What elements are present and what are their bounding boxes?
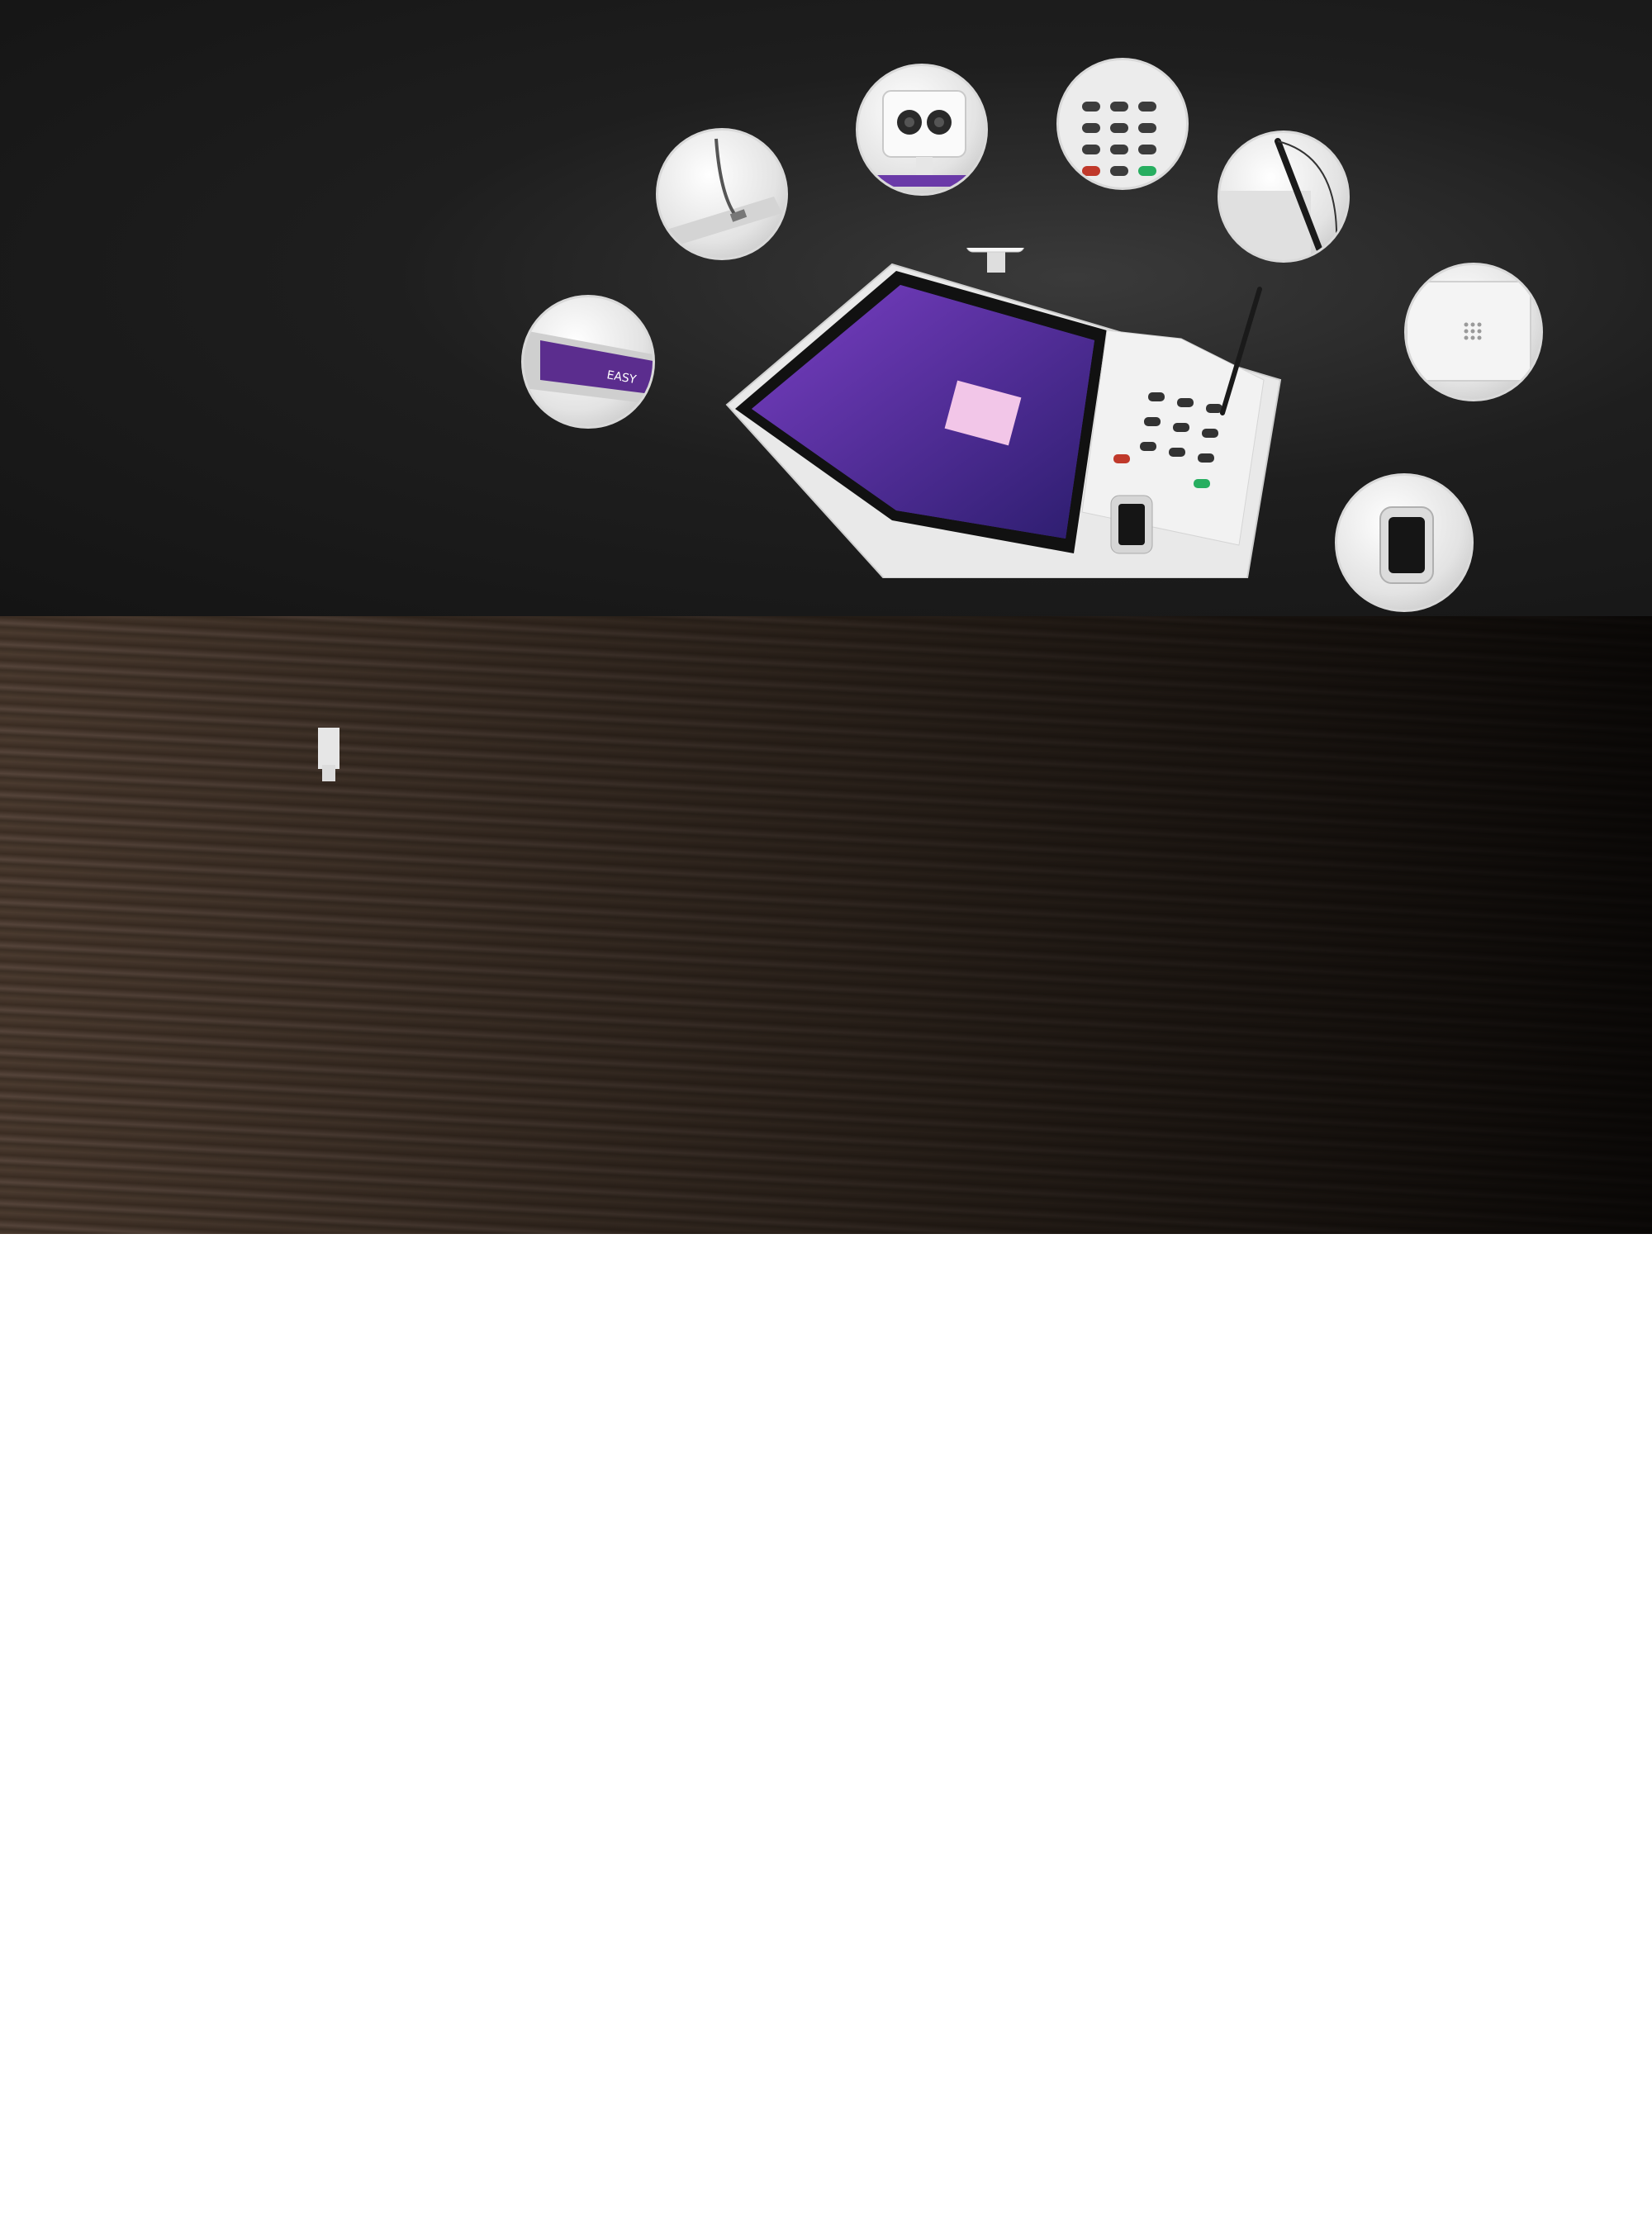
speaker-microphone-thumbnail [1404, 263, 1543, 401]
feature-item [162, 389, 492, 433]
capacitive-screen-thumbnail [521, 295, 655, 429]
signature-pen-thumbnail [1218, 131, 1350, 263]
feature-item [162, 259, 492, 302]
keypad-icon [1059, 60, 1189, 190]
counter-interaction-section [0, 0, 1652, 616]
feature-item [162, 345, 492, 389]
fingerprint-scanner-thumbnail [1335, 473, 1474, 612]
password-keyboard-thumbnail [1056, 58, 1189, 190]
pen-icon [1220, 133, 1350, 263]
feature-item [162, 432, 492, 476]
fingerprint-icon [1337, 476, 1474, 612]
signature-terminal-illustration [719, 248, 1289, 578]
network-cable-icon [658, 131, 788, 260]
svg-text:EASY: EASY [605, 368, 638, 387]
camera-thumbnail [856, 64, 988, 196]
speaker-icon [1407, 265, 1543, 401]
feature-item [162, 302, 492, 346]
paperless-signature-section [0, 616, 1652, 1234]
screen-icon [524, 297, 655, 429]
signature-terminal-with-finger-illustration [124, 657, 752, 1234]
feature-list [162, 259, 492, 476]
network-interface-thumbnail [656, 128, 788, 260]
camera-icon [858, 66, 988, 196]
